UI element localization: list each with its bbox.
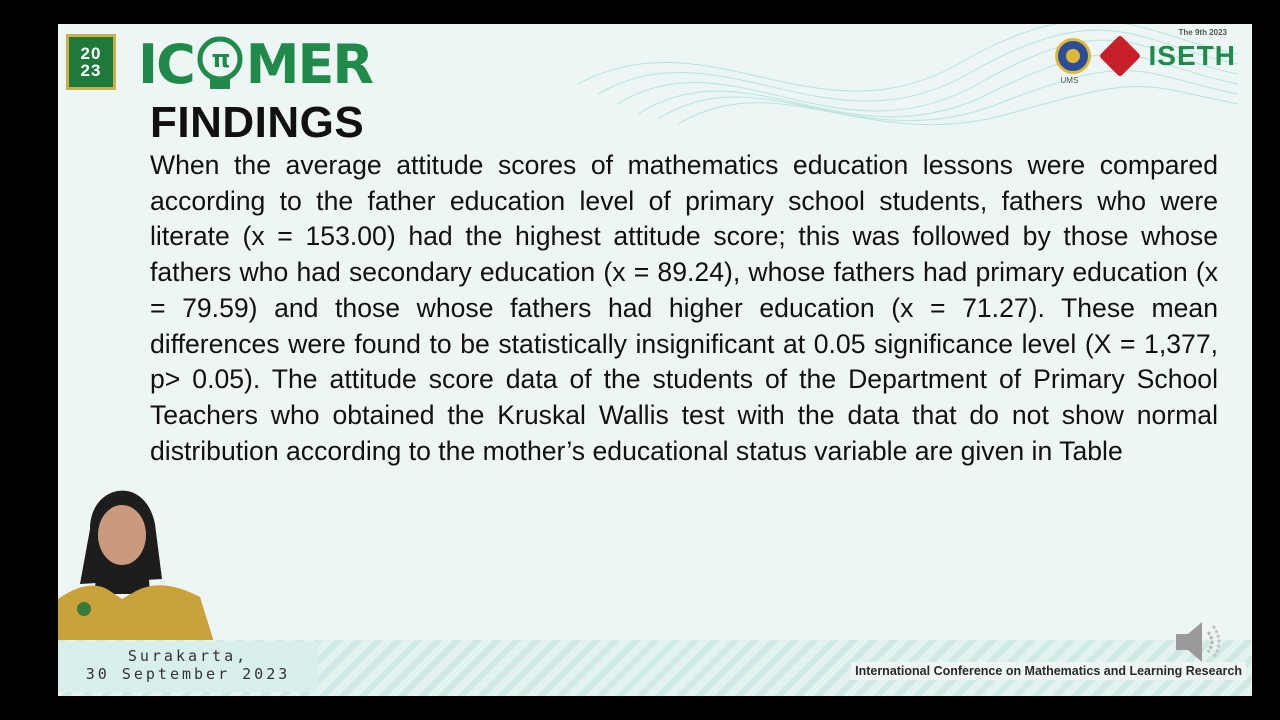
footer-conference-name: International Conference on Mathematics and Learning Research — [851, 662, 1246, 680]
year-badge-bottom: 23 — [80, 61, 102, 80]
presentation-slide — [58, 24, 1252, 696]
pi-symbol: π — [211, 45, 229, 73]
conference-logo — [138, 32, 372, 98]
ums-logo — [1055, 38, 1091, 85]
speaker-volume-icon[interactable] — [1172, 614, 1232, 670]
conference-logo-right: MER — [245, 33, 372, 96]
year-badge — [66, 34, 116, 90]
footer-date: 30 September 2023 — [85, 665, 291, 683]
partner-diamond-logo — [1098, 35, 1140, 77]
slide-body-text: When the average attitude scores of mathematics education lessons were compared according to the father education level of primary school students, fathers who were literate (x = 153.00) had the highest attitude score; this was followed by those whose fathers who had secondary education (x = 89.24), whose fathers had primary education (x = 79.59) and those whose fathers had higher education (x = 71.27). These mean differences were found to be statistically insignificant at 0.05 significance level (X = 1,377, p> 0.05). The attitude score data of the students of the Department of Primary School Teachers who obtained the Kruskal Wallis test with the data that do not show normal distribution according to the mother’s educational status variable are given in Table — [150, 150, 1218, 466]
presenter-video — [58, 469, 214, 642]
footer-location-date — [58, 642, 318, 692]
iseth-text: ISETH — [1148, 40, 1236, 71]
ums-caption: UMS — [1060, 76, 1079, 85]
footer-city: Surakarta, — [127, 647, 249, 665]
iseth-edition: The 9th 2023 — [1178, 28, 1227, 37]
conference-logo-left: IC — [138, 33, 194, 96]
lightbulb-pi-icon — [196, 35, 244, 95]
partner-logos — [1055, 28, 1236, 85]
year-badge-top: 20 — [80, 44, 102, 63]
slide-heading: FINDINGS — [150, 98, 365, 147]
iseth-logo — [1148, 28, 1236, 72]
